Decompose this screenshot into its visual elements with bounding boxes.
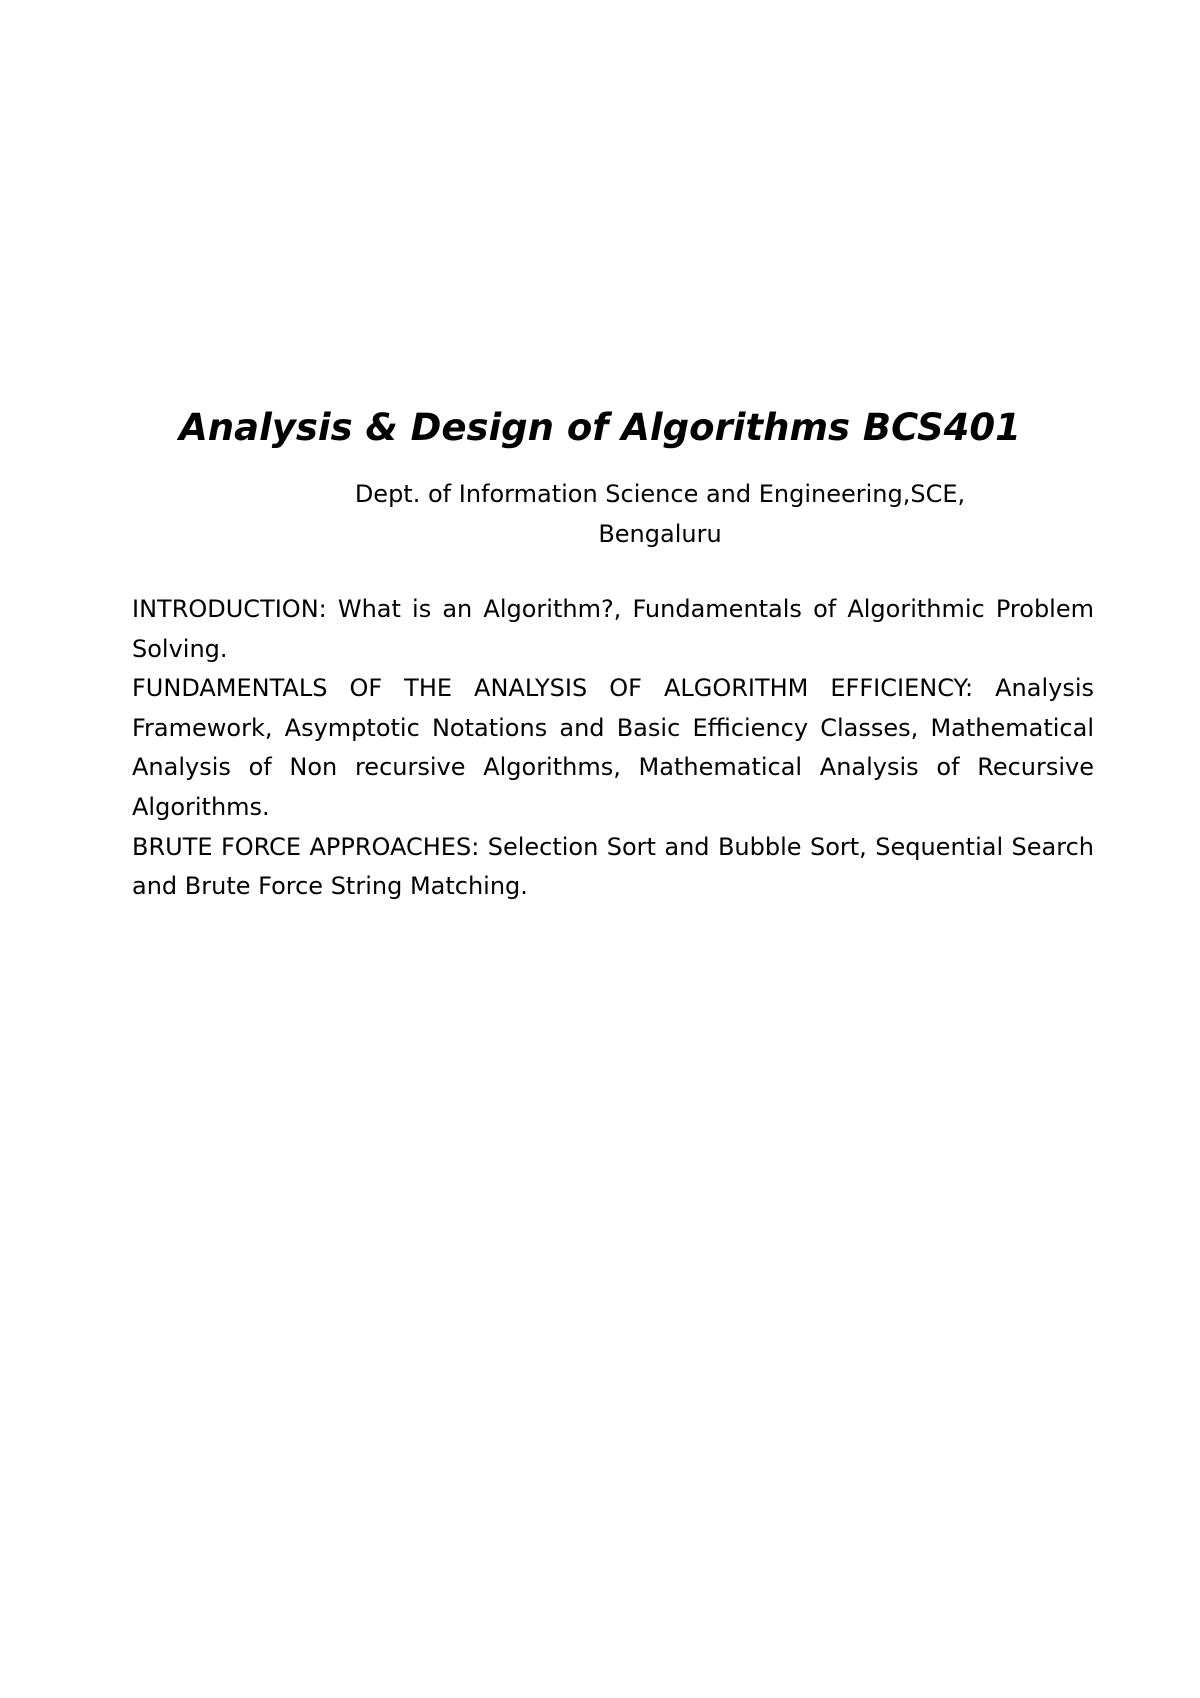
department-line-2: Bengaluru [598,520,722,548]
department-line-1: Dept. of Information Science and Engineering,SCE, [354,480,966,508]
paragraph-brute-force: BRUTE FORCE APPROACHES: Selection Sort and Bubble Sort, Sequential Search and Brute Force String Matching. [132,832,1094,901]
document-title: Analysis & Design of Algorithms BCS401 [179,406,1021,449]
paragraph-analysis-fundamentals: FUNDAMENTALS OF THE ANALYSIS OF ALGORITHM EFFICIENCY: Analysis Framework, Asymptotic Notations and Basic Efficiency Classes, Mathematical Analysis of Non recursive Algorithms, Mathematical Analysis of Recursive Algorithms. [132,674,1094,821]
department-block [305,474,1015,554]
paragraph-introduction: INTRODUCTION: What is an Algorithm?, Fundamentals of Algorithmic Problem Solving. [132,595,1094,663]
syllabus-content [132,590,1094,907]
